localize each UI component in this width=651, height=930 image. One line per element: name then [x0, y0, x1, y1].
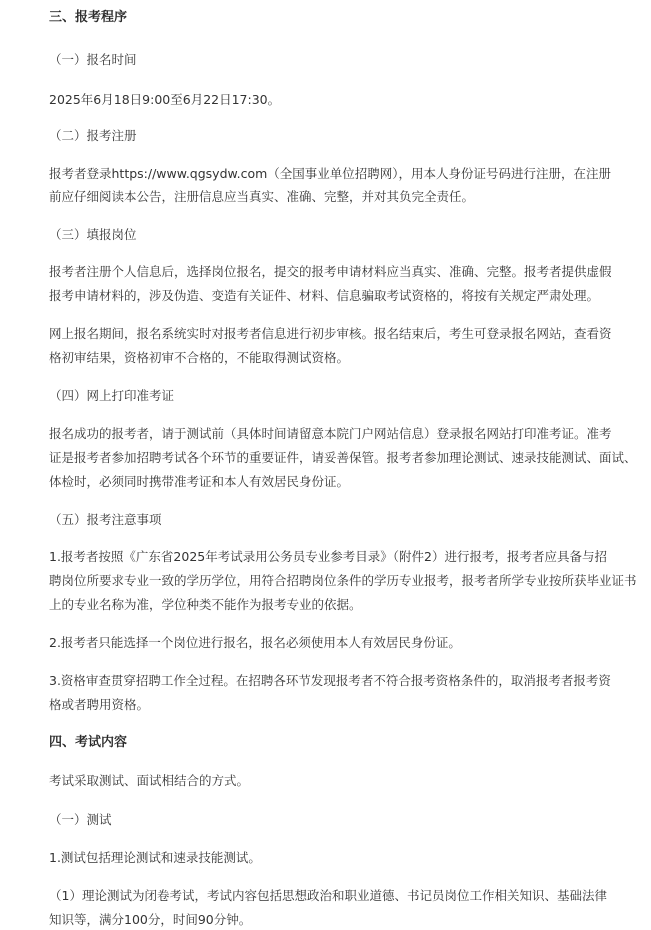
paragraph-admission-ticket-line-2: 证是报考者参加招聘考试各个环节的重要证件，请妥善保管。报考者参加理论测试、速录技能测试、面试、	[49, 450, 637, 465]
paragraph-registration-line-2: 前应仔细阅读本公告，注册信息应当真实、准确、完整，并对其负完全责任。	[49, 189, 475, 204]
list-item-note-3-line-1: 3.资格审查贯穿招聘工作全过程。在招聘各环节发现报考者不符合报考资格条件的，取消报考者报考资	[49, 673, 611, 688]
paragraph-fill-position-1-line-2: 报考申请材料的，涉及伪造、变造有关证件、材料、信息骗取考试资格的，将按有关规定严肃处理。	[49, 288, 600, 303]
subsection-heading-admission-ticket: （四）网上打印准考证	[49, 388, 175, 403]
section-heading-4: 四、考试内容	[49, 735, 128, 750]
list-item-note-3-line-2: 格或者聘用资格。	[49, 697, 150, 712]
subsection-heading-fill-position: （三）填报岗位	[49, 227, 137, 242]
list-item-test-1: 1.测试包括理论测试和速录技能测试。	[49, 850, 261, 865]
list-item-note-1-line-1: 1.报考者按照《广东省2025年考试录用公务员专业参考目录》（附件2）进行报考，报考者应具备与招	[49, 549, 607, 564]
list-item-note-2: 2.报考者只能选择一个岗位进行报名，报名必须使用本人有效居民身份证。	[49, 635, 461, 650]
paragraph-exam-method: 考试采取测试、面试相结合的方式。	[49, 773, 250, 788]
paragraph-registration-line-1: 报考者登录https://www.qgsydw.com（全国事业单位招聘网），用本人身份证号码进行注册，在注册	[49, 166, 612, 181]
paragraph-fill-position-2-line-1: 网上报名期间，报名系统实时对报考者信息进行初步审核。报名结束后，考生可登录报名网站，查看资	[49, 326, 612, 341]
paragraph-admission-ticket-line-1: 报名成功的报考者，请于测试前（具体时间请留意本院门户网站信息）登录报名网站打印准考证。准考	[49, 426, 612, 441]
paragraph-fill-position-2-line-2: 格初审结果，资格初审不合格的，不能取得测试资格。	[49, 350, 350, 365]
subsection-heading-notes: （五）报考注意事项	[49, 512, 162, 527]
paragraph-admission-ticket-line-3: 体检时，必须同时携带准考证和本人有效居民身份证。	[49, 474, 350, 489]
list-item-theory-test-line-1: （1）理论测试为闭卷考试，考试内容包括思想政治和职业道德、书记员岗位工作相关知识、基础法律	[49, 888, 607, 903]
list-item-note-1-line-3: 上的专业名称为准，学位种类不能作为报考专业的依据。	[49, 597, 362, 612]
paragraph-fill-position-1-line-1: 报考者注册个人信息后，选择岗位报名，提交的报考申请材料应当真实、准确、完整。报考者提供虚假	[49, 264, 612, 279]
subsection-heading-test: （一）测试	[49, 812, 112, 827]
subsection-heading-registration: （二）报考注册	[49, 128, 137, 143]
list-item-theory-test-line-2: 知识等，满分100分，时间90分钟。	[49, 912, 252, 927]
paragraph-registration-time: 2025年6月18日9:00至6月22日17:30。	[49, 92, 281, 107]
section-heading-3: 三、报考程序	[49, 10, 128, 25]
subsection-heading-registration-time: （一）报名时间	[49, 52, 137, 67]
list-item-note-1-line-2: 聘岗位所要求专业一致的学历学位，用符合招聘岗位条件的学历专业报考，报考者所学专业按所获毕业证书	[49, 573, 637, 588]
